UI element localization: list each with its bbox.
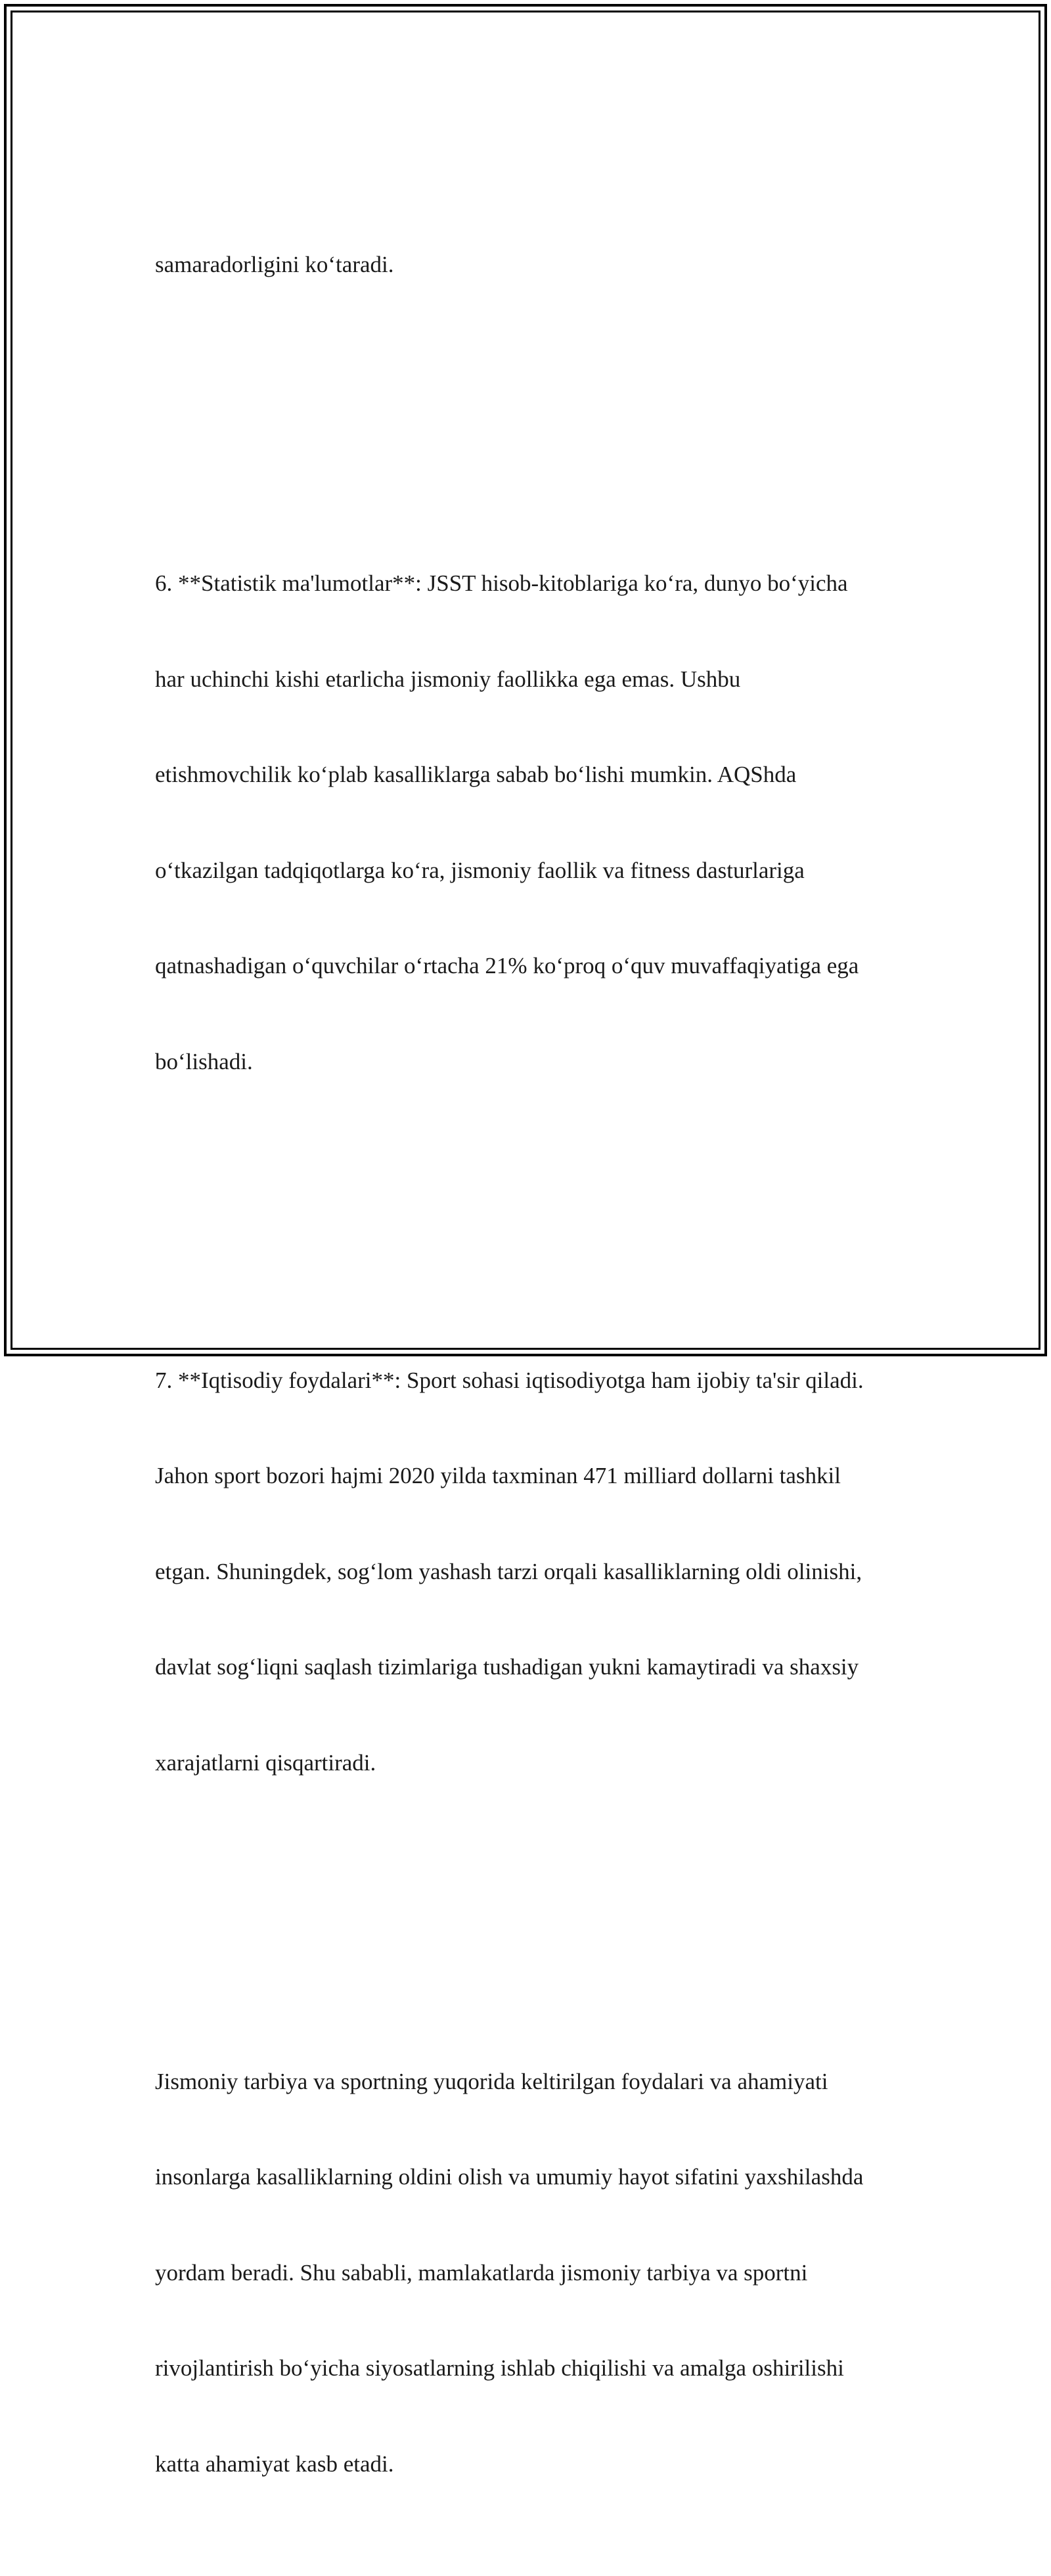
text-line: 6. **Statistik ma'lumotlar**: JSST hisob-kitoblariga ko‘ra, dunyo bo‘yicha [155, 570, 848, 596]
text-line: insonlarga kasalliklarning oldini olish va umumiy hayot sifatini yaxshilashda [155, 2164, 864, 2190]
text-line: davlat sog‘liqni saqlash tizimlariga tushadigan yukni kamaytiradi va shaxsiy [155, 1654, 859, 1680]
text-line: samaradorligini ko‘taradi. [155, 252, 394, 277]
text-line: har uchinchi kishi etarlicha jismoniy faollikka ega emas. Ushbu [155, 666, 741, 692]
text-line: qatnashadigan o‘quvchilar o‘rtacha 21% ko‘proq o‘quv muvaffaqiyatiga ega [155, 953, 859, 978]
paragraph-continuation [155, 185, 904, 345]
text-line: katta ahamiyat kasb etadi. [155, 2450, 394, 2477]
text-line: etgan. Shuningdek, sog‘lom yashash tarzi orqali kasalliklarning oldi olinishi, [155, 1558, 862, 1584]
paragraph-conclusion [155, 2002, 904, 2544]
text-line: Jismoniy tarbiya va sportning yuqorida keltirilgan foydalari va ahamiyati [155, 2068, 828, 2094]
paragraph-spacer [155, 1205, 904, 1237]
text-line: etishmovchilik ko‘plab kasalliklarga sabab bo‘lishi mumkin. AQShda [155, 762, 797, 787]
text-line: o‘tkazilgan tadqiqotlarga ko‘ra, jismoniy faollik va fitness dasturlariga [155, 857, 805, 883]
paragraph-economic-benefits [155, 1301, 904, 1843]
text-line: Jahon sport bozori hajmi 2020 yilda taxminan 471 milliard dollarni tashkil [155, 1463, 841, 1488]
text-line: yordam beradi. Shu sababli, mamlakatlarda jismoniy tarbiya va sportni [155, 2259, 808, 2286]
text-line: 7. **Iqtisodiy foydalari**: Sport sohasi iqtisodiyotga ham ijobiy ta'sir qiladi. [155, 1367, 864, 1393]
text-line: xarajatlarni qisqartiradi. [155, 1749, 376, 1776]
text-line: bo‘lishadi. [155, 1048, 253, 1074]
text-line: rivojlantirish bo‘yicha siyosatlarning ishlab chiqilishi va amalga oshirilishi [155, 2355, 844, 2381]
paragraph-spacer [155, 1906, 904, 1939]
paragraph-statistics [155, 504, 904, 1141]
document-body [155, 122, 904, 2576]
paragraph-spacer [155, 409, 904, 441]
